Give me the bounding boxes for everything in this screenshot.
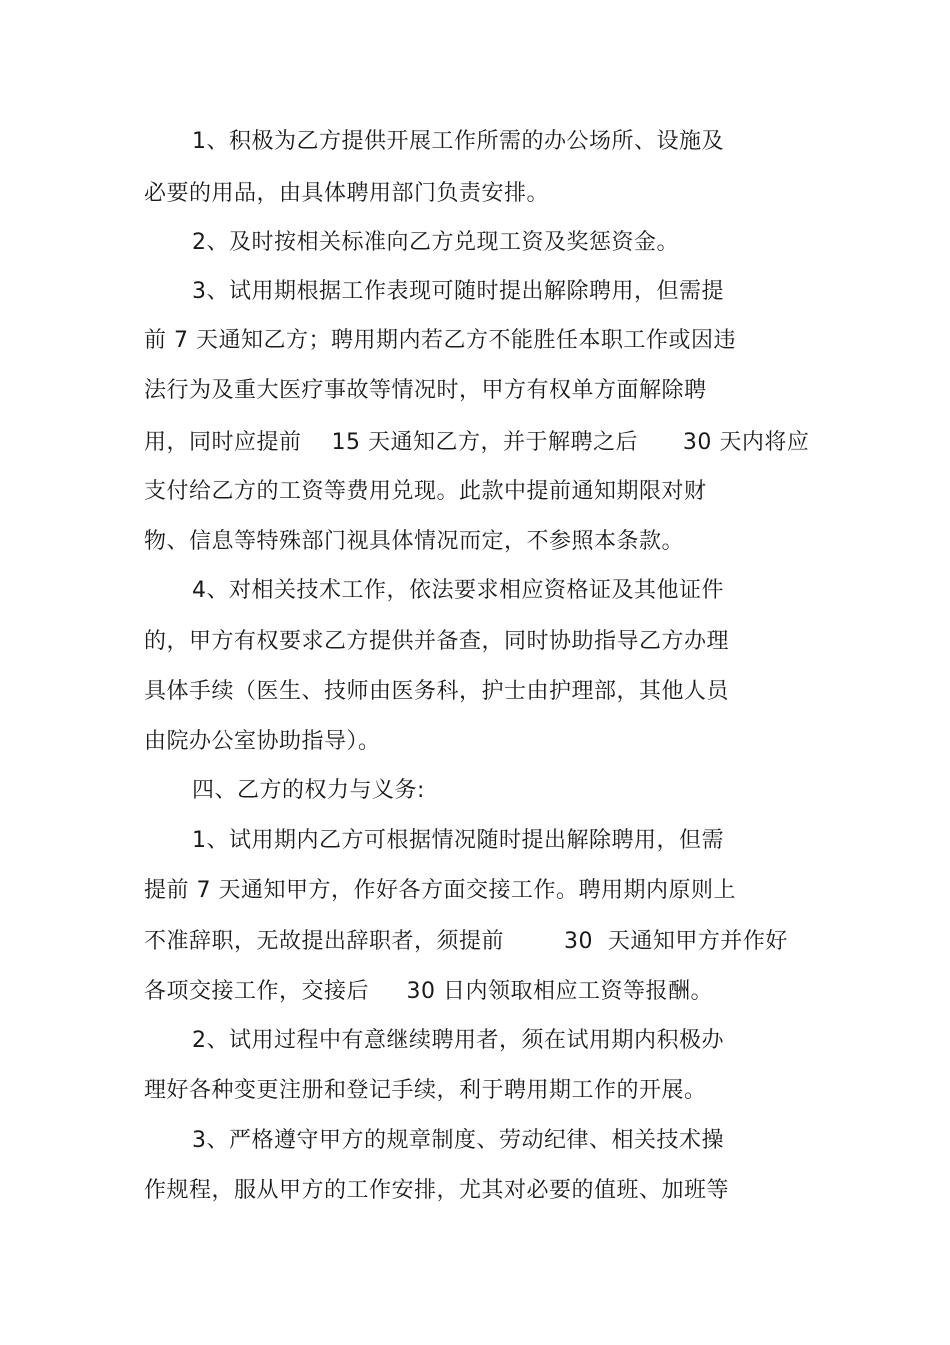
paragraph-line: 作规程，服从甲方的工作安排，尤其对必要的值班、加班等 xyxy=(144,1178,730,1203)
paragraph-line: 前 7 天通知乙方；聘用期内若乙方不能胜任本职工作或因违 xyxy=(144,328,736,353)
paragraph-line: 各项交接工作，交接后 30 日内领取相应工资等报酬。 xyxy=(144,979,713,1004)
paragraph-line: 1、试用期内乙方可根据情况随时提出解除聘用，但需 xyxy=(192,828,724,853)
paragraph-line: 4、对相关技术工作，依法要求相应资格证及其他证件 xyxy=(192,578,724,603)
paragraph-line: 由院办公室协助指导）。 xyxy=(144,729,381,754)
paragraph-line: 不准辞职，无故提出辞职者，须提前 30 天通知甲方并作好 xyxy=(144,929,788,954)
paragraph-line: 法行为及重大医疗事故等情况时，甲方有权单方面解除聘 xyxy=(144,378,707,403)
paragraph-line: 1、积极为乙方提供开展工作所需的办公场所、设施及 xyxy=(192,129,724,154)
paragraph-line: 提前 7 天通知甲方，作好各方面交接工作。聘用期内原则上 xyxy=(144,878,736,903)
paragraph-line: 3、严格遵守甲方的规章制度、劳动纪律、相关技术操 xyxy=(192,1128,724,1153)
paragraph-line: 用，同时应提前 15 天通知乙方，并于解聘之后 30 天内将应 xyxy=(144,430,810,455)
section-heading: 四、乙方的权力与义务: xyxy=(192,778,425,803)
paragraph-line: 的，甲方有权要求乙方提供并备查，同时协助指导乙方办理 xyxy=(144,629,730,654)
paragraph-line: 支付给乙方的工资等费用兑现。此款中提前通知期限对财 xyxy=(144,479,707,504)
paragraph-line: 具体手续（医生、技师由医务科，护士由护理部，其他人员 xyxy=(144,679,730,704)
paragraph-line: 2、试用过程中有意继续聘用者，须在试用期内积极办 xyxy=(192,1028,724,1053)
paragraph-line: 物、信息等特殊部门视具体情况而定，不参照本条款。 xyxy=(144,529,685,554)
paragraph-line: 必要的用品，由具体聘用部门负责安排。 xyxy=(144,181,550,206)
paragraph-line: 3、试用期根据工作表现可随时提出解除聘用，但需提 xyxy=(192,279,724,304)
paragraph-line: 2、及时按相关标准向乙方兑现工资及奖惩资金。 xyxy=(192,230,679,255)
paragraph-line: 理好各种变更注册和登记手续，利于聘用期工作的开展。 xyxy=(144,1078,707,1103)
